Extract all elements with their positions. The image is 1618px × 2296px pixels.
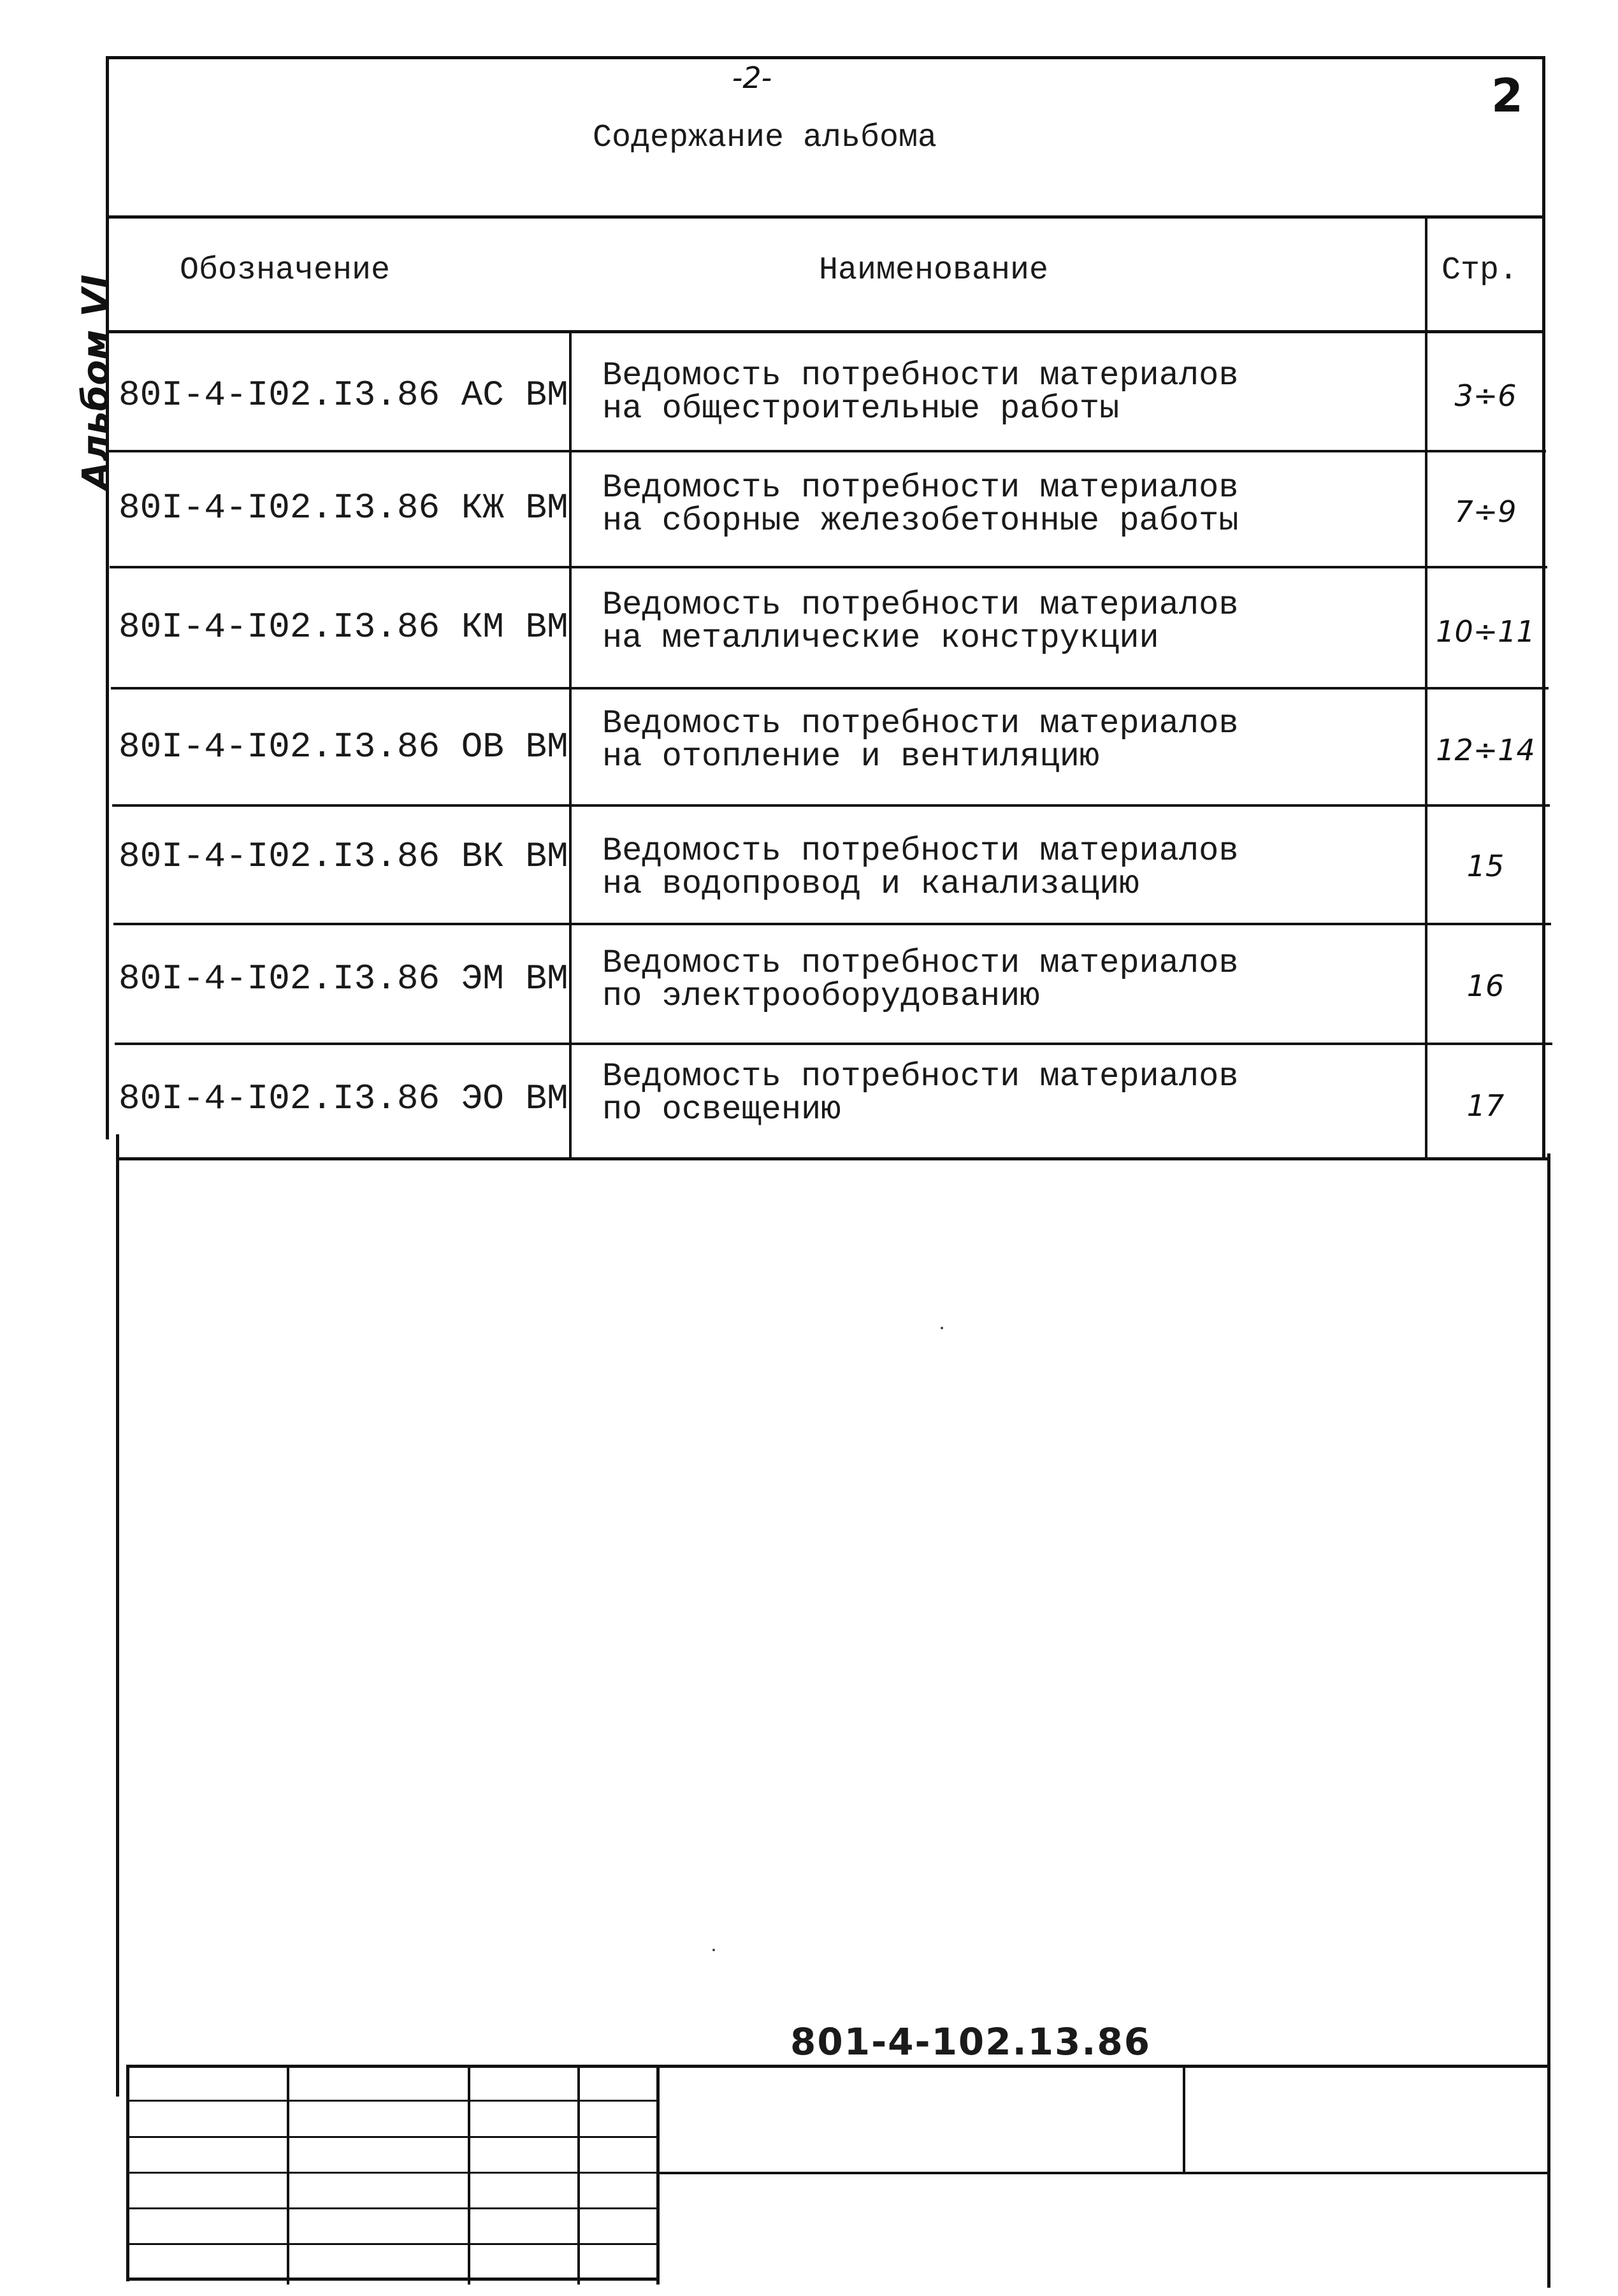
stamp-vertical	[577, 2065, 580, 2285]
frame-right-border	[1542, 56, 1545, 1159]
row-name-line1: Ведомость потребности материалов	[602, 1058, 1239, 1095]
stamp-row-line	[127, 2100, 658, 2102]
row-name-line2: по электрооборудованию	[602, 978, 1040, 1015]
row-page: 17	[1466, 1088, 1505, 1123]
row-name-line1: Ведомость потребности материалов	[602, 586, 1239, 624]
column-header-page: Стр.	[1441, 252, 1519, 289]
frame-left-border-lower	[116, 1134, 119, 2097]
row-name-line2: на металлические конструкции	[602, 619, 1159, 657]
table-bottom-border	[116, 1157, 1550, 1160]
stamp-vertical	[468, 2065, 470, 2285]
row-separator	[115, 1043, 1552, 1045]
column-header-separator	[107, 330, 1545, 333]
row-separator	[112, 804, 1550, 807]
column-divider-page	[1425, 217, 1427, 1160]
row-page: 12÷14	[1436, 733, 1535, 767]
stamp-row-line	[127, 2172, 658, 2174]
stamp-vertical	[287, 2065, 289, 2285]
sheet-number: 2	[1491, 69, 1524, 122]
row-page: 15	[1466, 849, 1505, 883]
frame-left-border	[106, 56, 109, 1139]
row-name-line2: на водопровод и канализацию	[602, 865, 1139, 903]
stamp-vertical	[656, 2065, 660, 2285]
row-name-line1: Ведомость потребности материалов	[602, 944, 1239, 982]
row-page: 3÷6	[1454, 379, 1517, 413]
stamp-row-line	[127, 2136, 658, 2138]
stamp-right-block-divider	[656, 2172, 1550, 2174]
row-page: 10÷11	[1436, 614, 1535, 649]
row-page: 7÷9	[1454, 495, 1517, 529]
footer-document-code: 801-4-102.13.86	[790, 2020, 1152, 2063]
row-name-line2: на общестроительные работы	[602, 390, 1120, 428]
stamp-vertical	[1183, 2065, 1185, 2173]
row-separator	[110, 566, 1547, 568]
row-code: 80I-4-I02.I3.86 АС ВМ	[119, 375, 568, 415]
frame-right-border-lower	[1547, 1153, 1550, 2288]
album-side-label: Альбом VI	[74, 274, 117, 491]
row-name-line1: Ведомость потребности материалов	[602, 469, 1239, 507]
frame-top-border	[107, 56, 1545, 59]
row-separator	[108, 450, 1546, 452]
row-name-line1: Ведомость потребности материалов	[602, 705, 1239, 742]
row-name-line1: Ведомость потребности материалов	[602, 357, 1239, 394]
row-code: 80I-4-I02.I3.86 КМ ВМ	[119, 607, 568, 647]
row-code: 80I-4-I02.I3.86 КЖ ВМ	[119, 487, 568, 528]
row-name-line2: по освещению	[602, 1091, 841, 1129]
row-name-line1: Ведомость потребности материалов	[602, 832, 1239, 870]
stamp-bottom-line	[126, 2278, 659, 2281]
row-separator	[111, 687, 1549, 690]
row-page: 16	[1466, 969, 1505, 1003]
row-name-line2: на сборные железобетонные работы	[602, 502, 1239, 540]
column-header-designation: Обозначение	[180, 252, 391, 289]
row-code: 80I-4-I02.I3.86 ВК ВМ	[119, 836, 568, 877]
title-separator	[107, 215, 1545, 219]
stamp-top-border	[126, 2065, 1550, 2068]
row-name-line2: на отопление и вентиляцию	[602, 738, 1100, 776]
scan-speck	[941, 1327, 943, 1329]
stamp-row-line	[127, 2243, 658, 2245]
document-title: Содержание альбома	[592, 120, 937, 156]
row-code: 80I-4-I02.I3.86 ЭО ВМ	[119, 1078, 568, 1119]
row-code: 80I-4-I02.I3.86 ОВ ВМ	[119, 726, 568, 767]
column-divider-code	[569, 331, 572, 1160]
column-header-name: Наименование	[819, 252, 1049, 289]
stamp-row-line	[127, 2207, 658, 2209]
row-code: 80I-4-I02.I3.86 ЭМ ВМ	[119, 958, 568, 999]
page-marker: -2-	[732, 61, 772, 95]
scan-speck	[712, 1949, 715, 1951]
row-separator	[113, 923, 1551, 925]
